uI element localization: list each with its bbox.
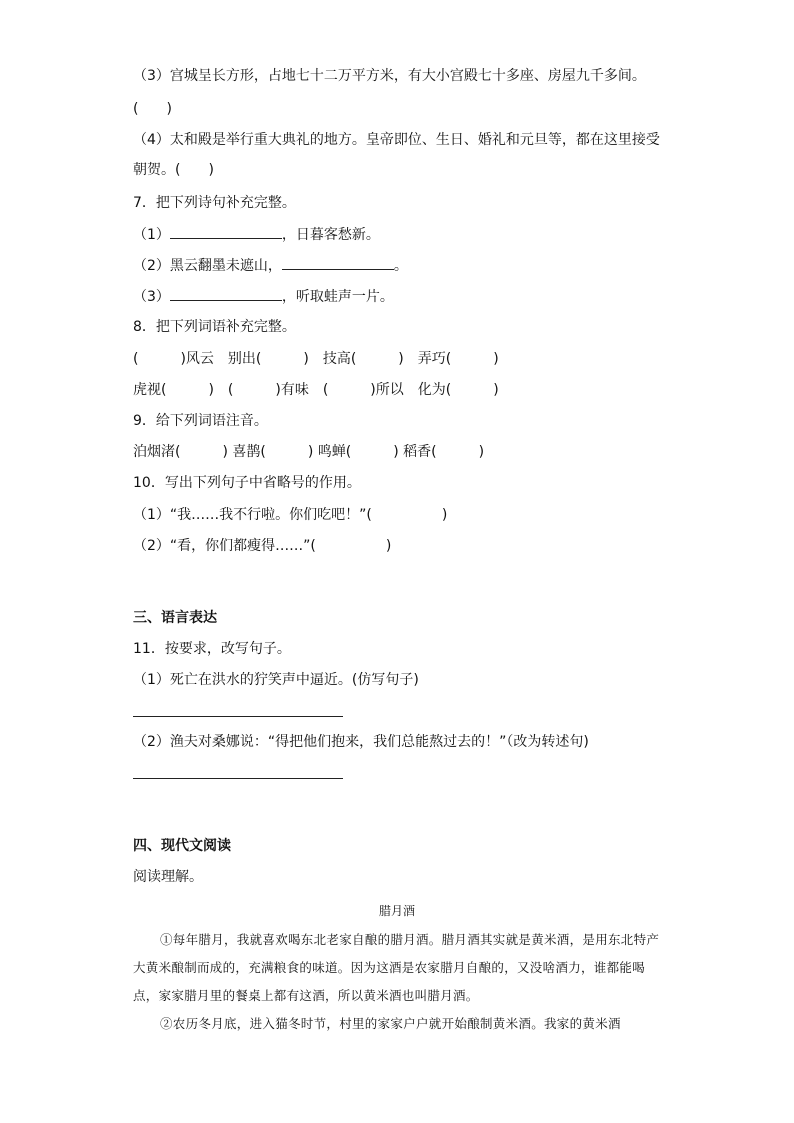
q10-line-2: （2）“看，你们都瘦得……”( ) — [133, 538, 392, 554]
q6-item-4-cont: 朝贺。( ) — [133, 162, 214, 178]
q7-l1-post: ，日暮客愁新。 — [281, 227, 380, 243]
q7-blank-1[interactable] — [170, 224, 282, 239]
q7-title: 7．把下列诗句补充完整。 — [133, 195, 296, 211]
q11-answer-line-2[interactable] — [133, 778, 343, 779]
q11-line-1: （1）死亡在洪水的狞笑声中逼近。(仿写句子) — [133, 672, 419, 688]
q11-line-2: （2）渔夫对桑娜说：“得把他们抱来，我们总能熬过去的！”（改为转述句) — [133, 734, 589, 750]
reading-intro: 阅读理解。 — [133, 869, 203, 885]
q7-l3-post: ，听取蛙声一片。 — [281, 289, 394, 305]
q7-l1-pre: （1） — [133, 227, 170, 243]
q8-row-1: ( )风云 别出( ) 技高( ) 弄巧( ) — [133, 351, 499, 367]
q8-title: 8．把下列词语补充完整。 — [133, 319, 296, 335]
section-4-heading: 四、现代文阅读 — [133, 838, 231, 854]
q11-title: 11．按要求，改写句子。 — [133, 641, 291, 657]
passage-paragraph-1: ①每年腊月，我就喜欢喝东北老家自酿的腊月酒。腊月酒其实就是黄米酒，是用东北特产大黄米酿制而成的，充满粮食的味道。因为这酒是农家腊月自酿的，又没啥酒力，谁都能喝点，家家腊月里的餐桌上都有这酒，所以黄米酒也叫腊月酒。 — [133, 932, 660, 1003]
q7-line-2 — [133, 255, 408, 276]
q7-blank-2[interactable] — [282, 255, 394, 270]
q7-blank-3[interactable] — [170, 286, 282, 301]
q7-l2-post: 。 — [393, 258, 408, 274]
passage-paragraph-2: ②农历冬月底，进入猫冬时节，村里的家家户户就开始酿制黄米酒。我家的黄米酒 — [160, 1016, 621, 1031]
q8-row-2: 虎视( ) ( )有味 ( )所以 化为( ) — [133, 382, 499, 398]
q10-title: 10．写出下列句子中省略号的作用。 — [133, 475, 361, 491]
q9-row: 泊烟渚( ) 喜鹊( ) 鸣蝉( ) 稻香( ) — [133, 444, 485, 460]
q7-line-3 — [133, 286, 394, 307]
q10-line-1: （1）“我……我不行啦。你们吃吧！”( ) — [133, 507, 448, 523]
q9-title: 9．给下列词语注音。 — [133, 413, 268, 429]
passage-body — [133, 926, 661, 1038]
passage-title: 腊月酒 — [378, 904, 415, 918]
q7-l2-pre: （2）黑云翻墨未遮山， — [133, 258, 282, 274]
section-3-heading: 三、语言表达 — [133, 610, 217, 626]
q6-item-4: （4）太和殿是举行重大典礼的地方。皇帝即位、生日、婚礼和元旦等，都在这里接受 — [133, 132, 660, 148]
q6-item-3-answer: ( ) — [133, 101, 172, 117]
q6-item-3: （3）宫城呈长方形，占地七十二万平方米，有大小宫殿七十多座、房屋九千多间。 — [133, 68, 646, 84]
q7-line-1 — [133, 224, 380, 245]
q7-l3-pre: （3） — [133, 289, 170, 305]
q11-answer-line-1[interactable] — [133, 716, 343, 717]
